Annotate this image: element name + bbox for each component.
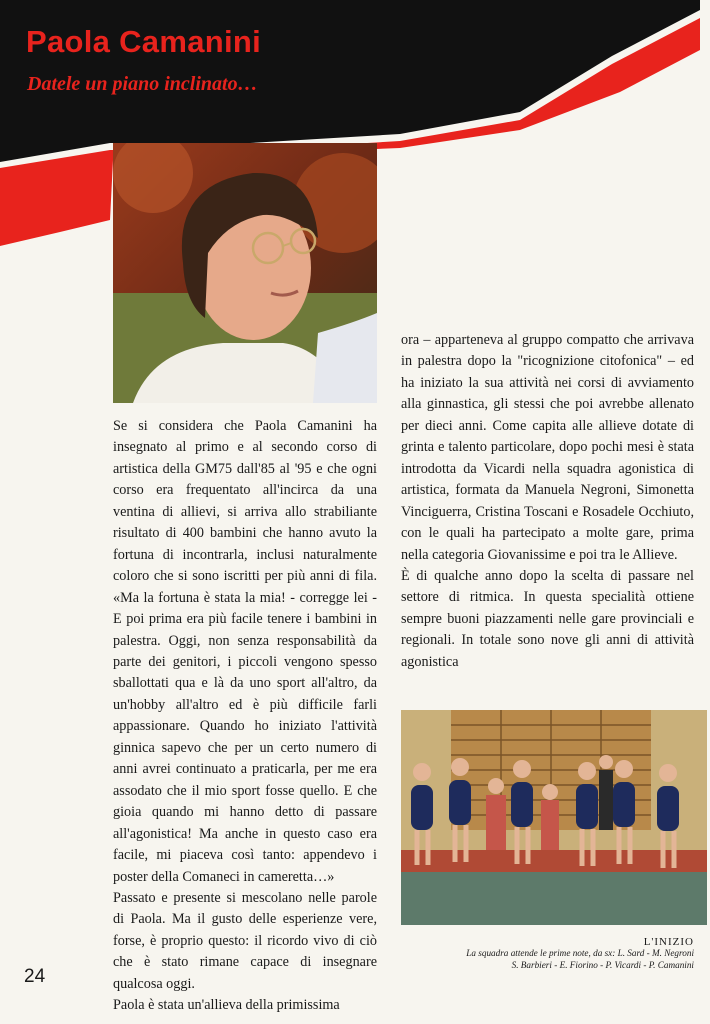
- photo-caption-line: S. Barbieri - E. Fiorino - P. Vicardi - P. Camanini: [511, 959, 694, 970]
- photo-caption: [406, 948, 694, 971]
- article-column-left: [113, 416, 377, 1017]
- paragraph: ora – apparteneva al gruppo compatto che arrivava in palestra dopo la "ricognizione citofonica" – ed ha iniziato la sua attività nei corsi di avviamento alla ginnastica, gli stessi che poi avrebbe allenato per dieci anni. Come capita alle allieve dotate di grinta e talento particolare, dopo pochi mesi è stata introdotta da Vicardi nella squadra agonistica di artistica, formata da Manuela Negroni, Simonetta Vinciguerra, Cristina Toscani e Rosadele Occhiuto, con le quali ha partecipato a molte gare, prima nella categoria Giovanissime e poi tra le Allieve.: [401, 332, 694, 563]
- photo-caption-heading: L'INIZIO: [643, 936, 694, 948]
- paragraph: Se si considera che Paola Camanini ha insegnato al primo e al secondo corso di artistica della GM75 dall'85 al '95 e che ogni corso era frequentato all'incirca da una ventina di allievi, si arriva allo strabiliante risultato di 400 bambini che hanno avuto la fortuna di incontrarla, inclusi naturalmente coloro che si sono iscritti per più anni di fila. «Ma la fortuna è stata la mia! - corregge lei - E poi prima era più facile tenere i bambini in palestra. Oggi, non senza responsabilità da parte dei genitori, i piccoli vengono spesso sballottati qua e là da uno sport all'altro, da un'hobby all'altro ed è più difficile farli appassionare. Quando ho iniziato l'attività ginnica sapevo che per un certo numero di anni avrei continuato a praticarla, per me era assodato che il mio sport fosse quello. E che gioia quando mi hanno detto di passare all'agonistica! Ma anche in questo caso era facile, mi piaceva così tanto: appendevo i poster della Comaneci in cameretta…»: [113, 418, 377, 885]
- article-title: Paola Camanini: [26, 24, 262, 59]
- page-number: 24: [24, 966, 46, 987]
- paragraph: Paola è stata un'allieva della primissima: [113, 997, 340, 1014]
- photo-caption-line: La squadra attende le prime note, da sx: L. Sard - M. Negroni: [466, 948, 694, 958]
- team-photo: [401, 710, 707, 925]
- portrait-photo: [113, 143, 377, 403]
- article-column-right: [401, 330, 694, 673]
- article-subtitle: Datele un piano inclinato…: [27, 73, 258, 95]
- paragraph: È di qualche anno dopo la scelta di passare nel settore di ritmica. In questa specialità ottiene sempre buoni piazzamenti nelle gare provinciali e regionali. In totale sono nove gli anni di attività agonistica: [401, 567, 694, 670]
- paragraph: Passato e presente si mescolano nelle parole di Paola. Ma il gusto delle esperienze vere, forse, è proprio questo: il ricordo vivo di ciò che è stato rimane capace di insegnare qualcosa oggi.: [113, 889, 377, 992]
